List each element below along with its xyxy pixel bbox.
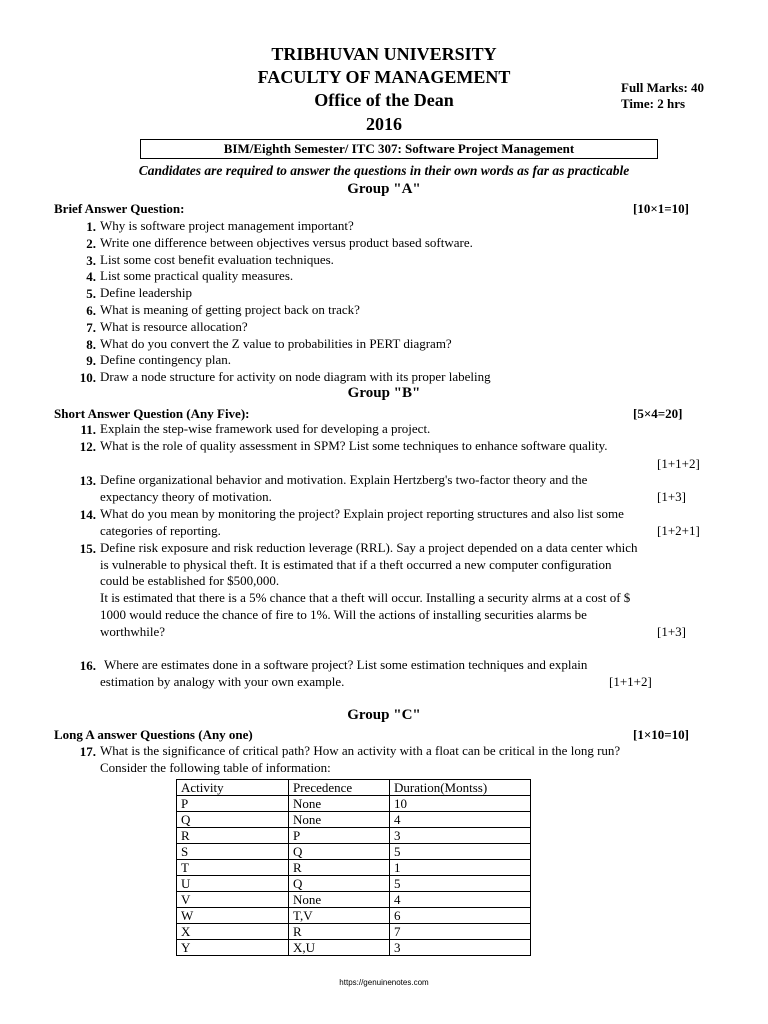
table-cell: 6 — [390, 908, 531, 924]
table-cell: 3 — [390, 828, 531, 844]
question-text: It is estimated that there is a 5% chance that a theft will occur. Installing a security alrms at a cost of $ — [100, 590, 631, 605]
group-b-title: Group "B" — [347, 385, 421, 401]
question-marks: [1+1+2] — [657, 456, 700, 471]
table-cell: 5 — [390, 876, 531, 892]
header-precedence: Precedence — [289, 780, 390, 796]
question-text: Write one difference between objectives versus product based software. — [100, 234, 473, 250]
question-number: 8. — [86, 336, 96, 352]
question-text: estimation by analogy with your own example. — [100, 674, 345, 689]
table-row — [177, 828, 531, 844]
question-text: Why is software project management important? — [100, 218, 354, 233]
group-c-marks: [1×10=10] — [633, 727, 689, 742]
group-b-marks: [5×4=20] — [633, 406, 683, 421]
table-cell: 3 — [390, 940, 531, 956]
table-cell: X,U — [289, 940, 390, 956]
question-number: 9. — [86, 353, 96, 369]
table-cell: X — [177, 924, 289, 940]
footer-url[interactable]: https://genuinenotes.com — [339, 978, 429, 987]
question-number: 2. — [86, 235, 96, 251]
table-cell: U — [177, 876, 289, 892]
question-text: Define organizational behavior and motivation. Explain Hertzberg's two-factor theory and the — [100, 472, 588, 487]
table-cell: S — [177, 844, 289, 860]
table-cell: 4 — [390, 892, 531, 908]
question-marks: [1+3] — [657, 489, 686, 504]
table-row — [177, 796, 531, 812]
table-cell: None — [289, 796, 390, 812]
table-cell: T,V — [289, 908, 390, 924]
header-activity: Activity — [177, 780, 289, 796]
table-cell: P — [177, 796, 289, 812]
question-number: 14. — [79, 507, 96, 522]
table-cell: T — [177, 860, 289, 876]
table-header-row — [177, 780, 531, 796]
table-cell: Y — [177, 940, 289, 956]
table-row — [177, 940, 531, 956]
question-text: List some cost benefit evaluation techniques. — [100, 251, 334, 267]
question-text: 1000 would reduce the chance of fire to 1%. Will the actions of installing securities alarms be — [100, 607, 587, 622]
table-cell: V — [177, 892, 289, 908]
group-c-section: Long A answer Questions (Any one) — [54, 727, 253, 742]
question-text: could be established for $500,000. — [100, 573, 280, 588]
group-a-section: Brief Answer Question: — [54, 201, 185, 216]
table-cell: Q — [177, 812, 289, 828]
question-text: is vulnerable to physical theft. It is estimated that if a theft occurred a new computer configuration — [100, 557, 612, 572]
question-text: Define leadership — [100, 285, 193, 301]
question-marks: [1+2+1] — [657, 523, 700, 538]
group-a-title: Group "A" — [347, 181, 421, 197]
question-text: Draw a node structure for activity on node diagram with its proper labeling — [100, 369, 491, 385]
instructions: Candidates are required to answer the questions in their own words as far as practicable — [138, 163, 630, 178]
question-number: 16. — [79, 658, 96, 673]
university-title: TRIBHUVAN UNIVERSITY — [271, 44, 497, 64]
table-row — [177, 892, 531, 908]
full-marks: Full Marks: 40 — [621, 80, 705, 95]
table-row — [177, 844, 531, 860]
question-number: 1. — [86, 219, 96, 234]
table-cell: Q — [289, 844, 390, 860]
question-number: 4. — [86, 269, 96, 285]
question-number: 13. — [79, 473, 96, 488]
table-cell: 4 — [390, 812, 531, 828]
question-number: 12. — [79, 439, 96, 454]
question-text: What is resource allocation? — [100, 318, 248, 334]
question-marks: [1+1+2] — [609, 674, 652, 689]
question-text: List some practical quality measures. — [100, 268, 294, 284]
table-cell: R — [289, 860, 390, 876]
activity-table — [176, 779, 531, 956]
exam-time: Time: 2 hrs — [621, 96, 686, 111]
group-c-title: Group "C" — [347, 707, 421, 723]
group-b-section: Short Answer Question (Any Five): — [54, 406, 250, 421]
question-text: Define risk exposure and risk reduction leverage (RRL). Say a project depended on a data center which — [100, 540, 638, 555]
table-row — [177, 876, 531, 892]
question-text: What is meaning of getting project back on track? — [100, 302, 360, 317]
table-cell: None — [289, 812, 390, 828]
table-row — [177, 924, 531, 940]
faculty-title: FACULTY OF MANAGEMENT — [257, 67, 511, 87]
question-text: What do you mean by monitoring the project? Explain project reporting structures and also list some — [100, 506, 624, 521]
question-text: worthwhile? — [100, 624, 165, 639]
question-text: What do you convert the Z value to probabilities in PERT diagram? — [100, 335, 452, 351]
table-cell: 7 — [390, 924, 531, 940]
question-number: 3. — [86, 252, 96, 268]
header-duration: Duration(Montss) — [390, 780, 531, 796]
table-cell: None — [289, 892, 390, 908]
exam-year: 2016 — [366, 114, 402, 134]
question-number: 6. — [86, 303, 96, 318]
table-cell: Q — [289, 876, 390, 892]
table-cell: 10 — [390, 796, 531, 812]
table-row — [177, 860, 531, 876]
table-cell: R — [177, 828, 289, 844]
question-text: Consider the following table of information: — [100, 760, 331, 775]
table-cell: 1 — [390, 860, 531, 876]
question-text: What is the significance of critical path? How an activity with a float can be critical in the long run? — [100, 743, 621, 758]
question-text: What is the role of quality assessment in SPM? List some techniques to enhance software quality. — [100, 438, 608, 453]
table-row — [177, 812, 531, 828]
question-text: Define contingency plan. — [100, 352, 232, 368]
question-text: Where are estimates done in a software project? List some estimation techniques and explain — [104, 657, 588, 672]
question-number: 5. — [86, 286, 96, 302]
question-number: 11. — [80, 422, 96, 437]
question-number: 10. — [79, 370, 96, 386]
question-text: categories of reporting. — [100, 523, 221, 538]
question-number: 7. — [86, 319, 96, 335]
question-text: expectancy theory of motivation. — [100, 489, 272, 504]
table-cell: 5 — [390, 844, 531, 860]
table-cell: R — [289, 924, 390, 940]
table-cell: P — [289, 828, 390, 844]
question-marks: [1+3] — [657, 624, 686, 639]
table-row — [177, 908, 531, 924]
group-a-marks: [10×1=10] — [633, 201, 689, 216]
question-number: 15. — [79, 541, 96, 556]
course-box: BIM/Eighth Semester/ ITC 307: Software Project Management — [140, 139, 658, 159]
question-number: 17. — [79, 744, 96, 759]
table-cell: W — [177, 908, 289, 924]
office-title: Office of the Dean — [314, 90, 454, 110]
question-text: Explain the step-wise framework used for developing a project. — [100, 421, 431, 436]
